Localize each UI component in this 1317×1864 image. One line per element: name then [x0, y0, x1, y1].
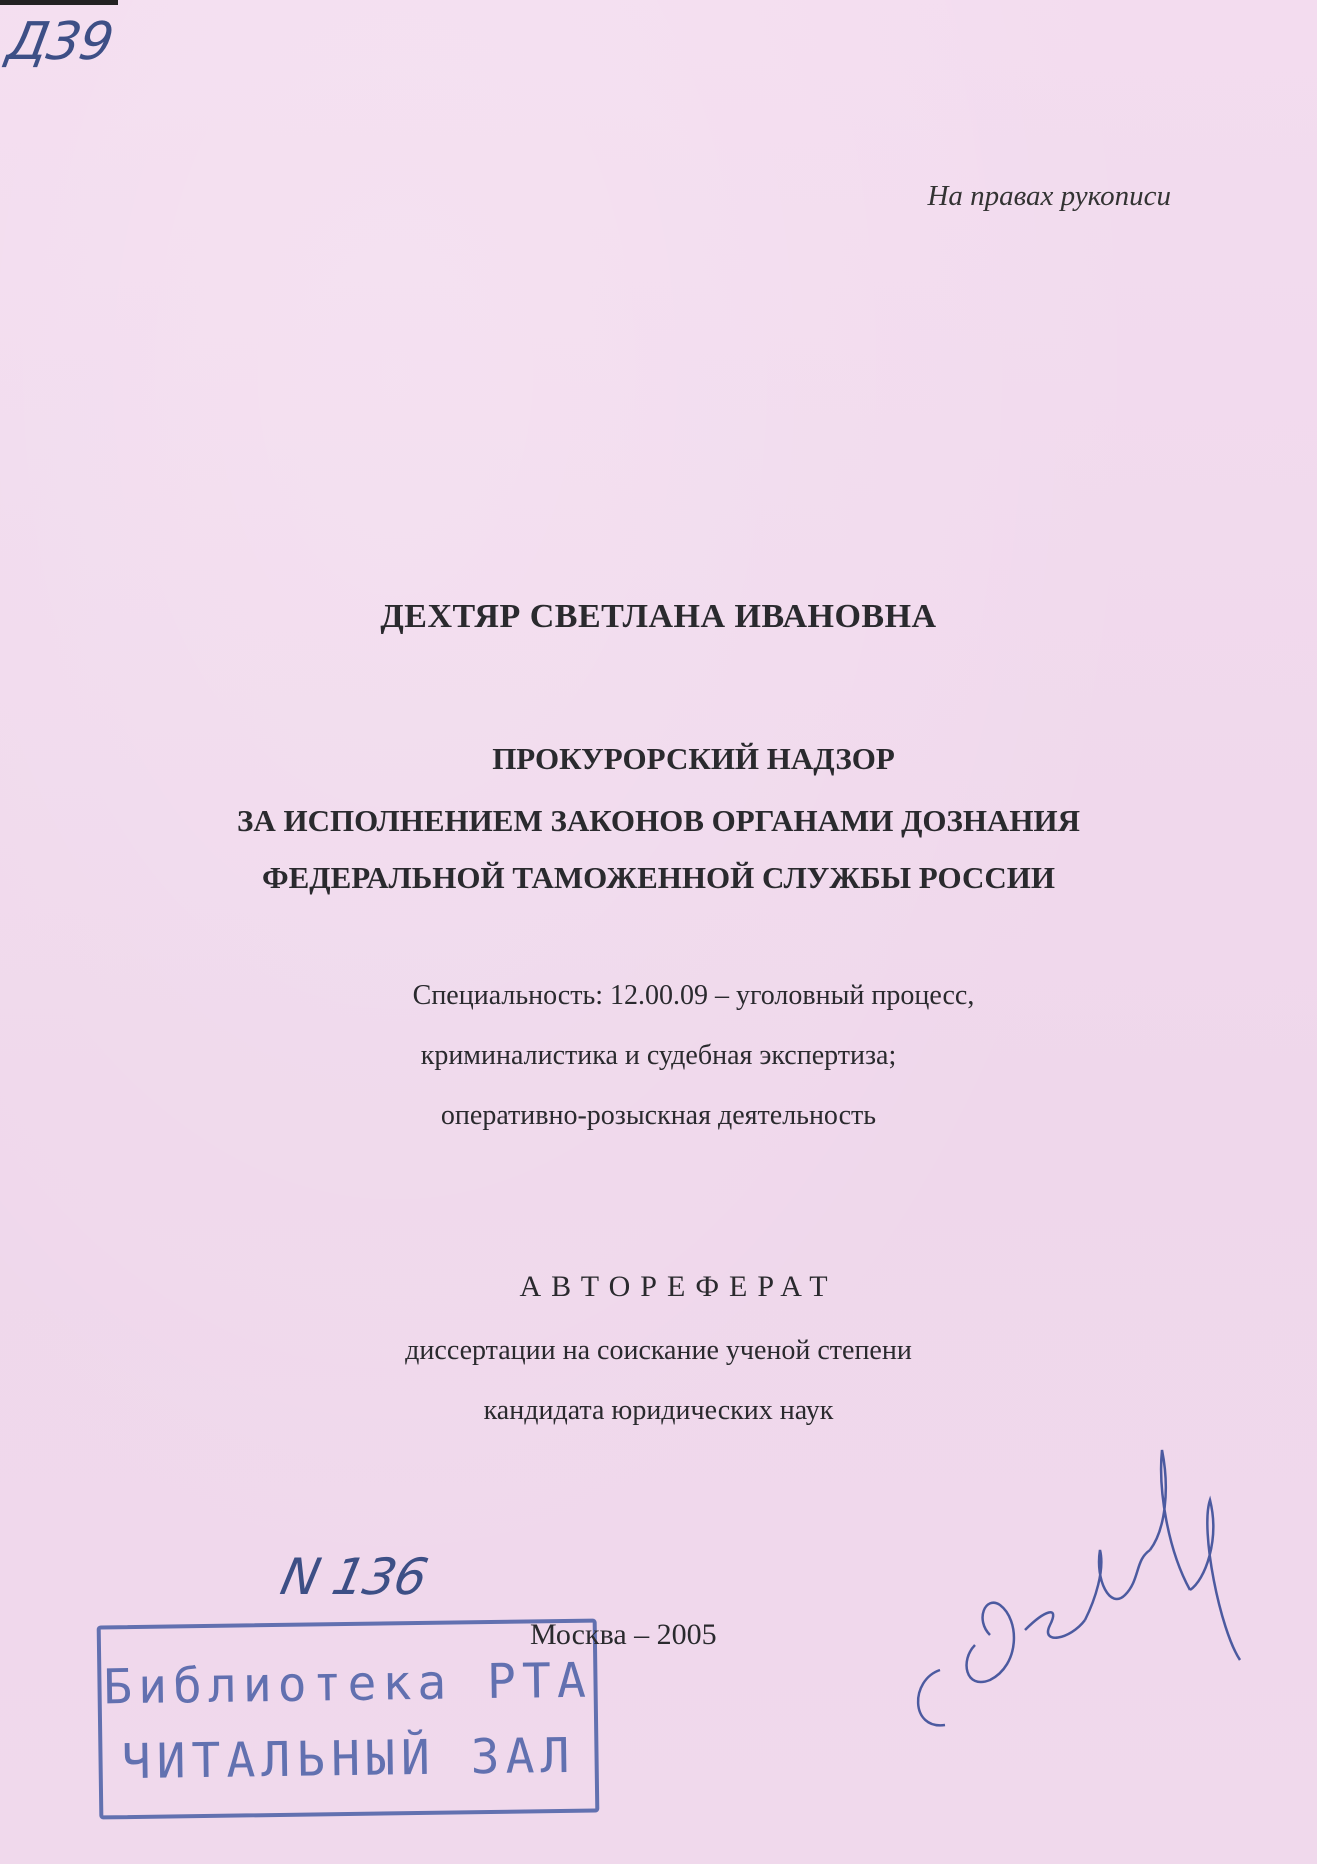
title-line: ЗА ИСПОЛНЕНИЕМ ЗАКОНОВ ОРГАНАМИ ДОЗНАНИЯ: [236, 803, 1081, 838]
title-line: ПРОКУРОРСКИЙ НАДЗОР: [492, 741, 895, 776]
author-name: ДЕХТЯР СВЕТЛАНА ИВАНОВНА: [380, 598, 937, 635]
handwritten-inventory-number: N 136: [275, 1548, 432, 1606]
stamp-line: Библиотека РТА: [102, 1652, 593, 1716]
stamp-line: ЧИТАЛЬНЫЙ ЗАЛ: [121, 1727, 576, 1791]
specialty-line: Специальность: 12.00.09 – уголовный процесс,: [412, 980, 975, 1011]
document-type: АВТОРЕФЕРАТ: [519, 1270, 838, 1303]
degree-line: кандидата юридических наук: [483, 1395, 834, 1426]
place-and-year: Москва – 2005: [530, 1618, 717, 1651]
specialty-line: криминалистика и судебная экспертиза;: [420, 1040, 897, 1071]
handwritten-signature: [900, 1430, 1260, 1750]
manuscript-rights-note: На правах рукописи: [927, 180, 1171, 212]
library-stamp: [97, 1619, 600, 1820]
specialty-line: оперативно-розыскная деятельность: [440, 1100, 877, 1131]
handwritten-shelf-mark: Д39: [2, 12, 118, 72]
degree-line: диссертации на соискание ученой степени: [405, 1335, 912, 1366]
shelf-mark-underline: [0, 0, 118, 5]
title-line: ФЕДЕРАЛЬНОЙ ТАМОЖЕННОЙ СЛУЖБЫ РОССИИ: [261, 860, 1056, 895]
